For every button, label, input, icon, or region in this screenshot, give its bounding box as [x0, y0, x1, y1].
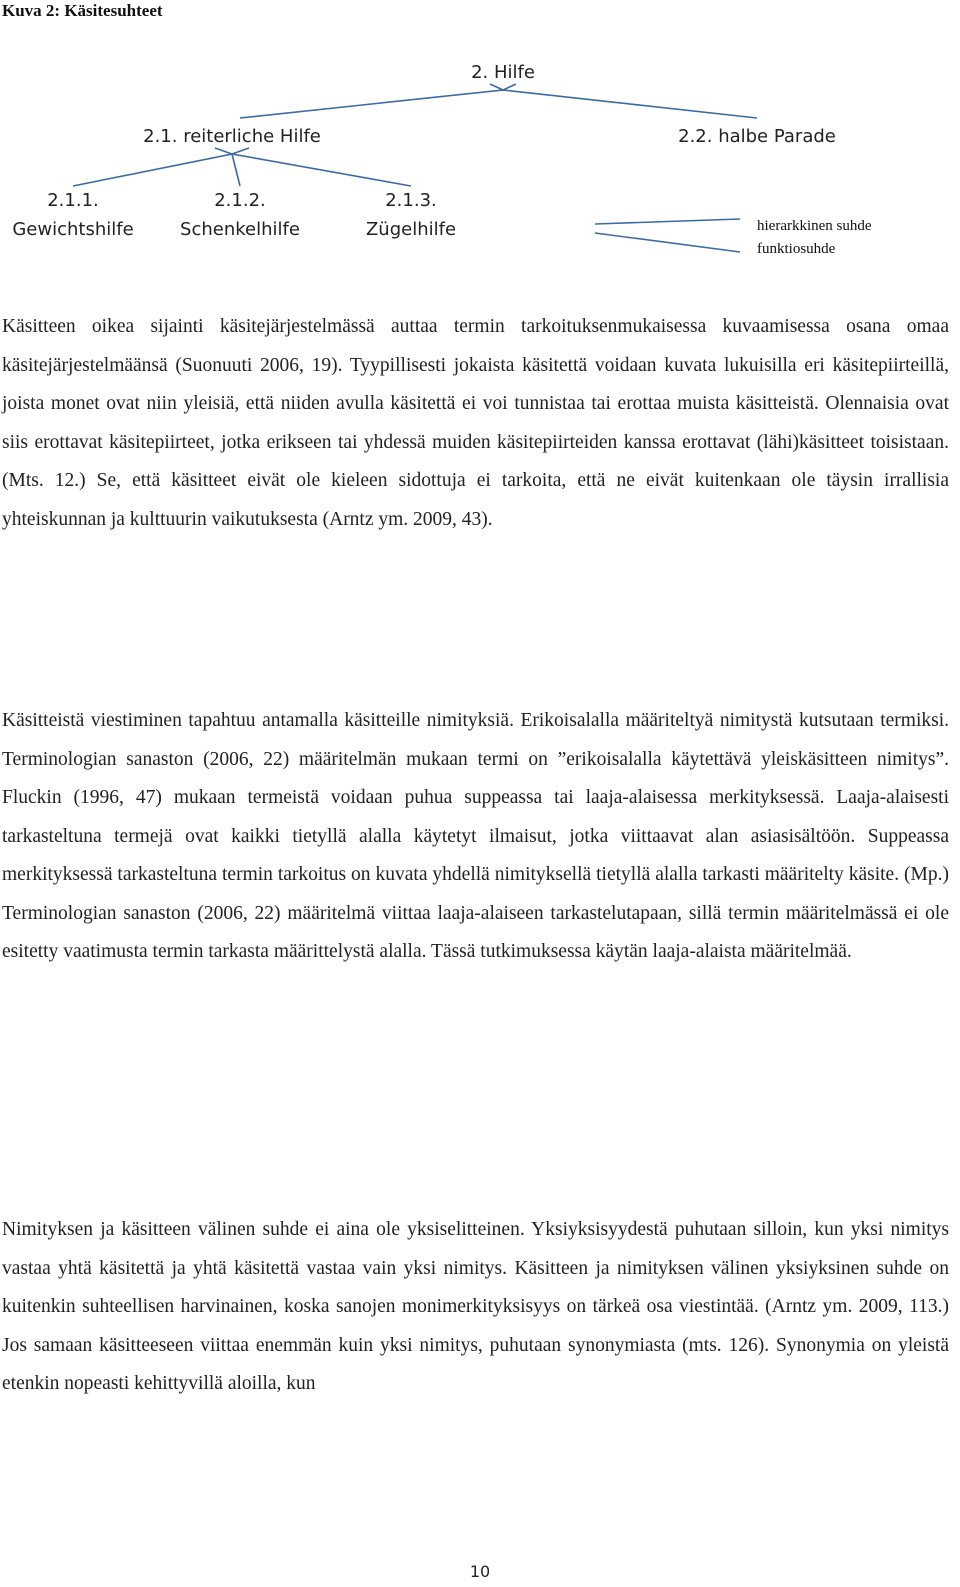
legend-functional-label: funktiosuhde: [757, 241, 836, 257]
legend-hierarchical-line: [595, 219, 740, 224]
branch-root-right: [503, 84, 757, 118]
page-number: 10: [469, 1562, 491, 1581]
node-number-2-1-1: 2.1.1.: [47, 190, 99, 211]
paragraph-3: Nimityksen ja käsitteen välinen suhde ei aina ole yksiselitteinen. Yksiyksisyydestä puhutaan silloin, kun yksi nimitys vastaa yhtä käsitettä ja yhtä käsitettä vastaa vain yksi nimitys. Käsitteen ja nimityksen välinen yksiyksinen suhde on kuitenkin suhteellisen harvinainen, koska sanojen monimerkityksisyys on tärkeä osa viestintää. (Arntz ym. 2009, 113.) Jos samaan käsitteeseen viittaa enemmän kuin yksi nimitys, puhutaan synonymiasta (mts. 126). Synonymia on yleistä etenkin nopeasti kehittyvillä aloilla, kun: [2, 1219, 949, 1394]
paragraph-1: Käsitteen oikea sijainti käsitejärjestelmässä auttaa termin tarkoituksenmukaisessa kuvaamisessa osana omaa käsitejärjestelmäänsä (Suonuuti 2006, 19). Tyypillisesti jokaista käsitettä voidaan kuvata lukuisilla eri käsitepiirteillä, joista monet ovat niin yleisiä, että niiden avulla käsitettä ei voi tunnistaa tai erottaa muista käsitteistä. Olennaisia ovat siis erottavat käsitepiirteet, jotka erikseen tai yhdessä muiden käsitepiirteiden kanssa erottavat (lähi)käsitteet toisistaan. (Mts. 12.) Se, että käsitteet eivät ole kieleen sidottuja ei tarkoita, että ne eivät kuitenkaan ole täysin irrallisia yhteiskunnan ja kulttuurin vaikutuksesta (Arntz ym. 2009, 43).: [2, 316, 949, 530]
branch-mid-2-1-2: [232, 154, 240, 186]
node-reiterliche-hilfe: 2.1. reiterliche Hilfe: [143, 126, 321, 147]
node-halbe-parade: 2.2. halbe Parade: [678, 126, 836, 147]
node-zugelhilfe: Zügelhilfe: [365, 219, 457, 240]
node-schenkelhilfe: Schenkelhilfe: [180, 219, 300, 240]
node-number-2-1-2: 2.1.2.: [214, 190, 266, 211]
figure-caption: Kuva 2: Käsitesuhteet: [2, 1, 163, 20]
legend-functional-line: [595, 233, 740, 252]
legend: [595, 218, 872, 257]
branch-root-left: [240, 84, 503, 118]
branch-left-2-1-1: [73, 148, 232, 186]
legend-hierarchical-label: hierarkkinen suhde: [757, 218, 872, 234]
branch-right-2-1-3: [232, 148, 411, 186]
root-node: 2. Hilfe: [471, 62, 535, 83]
concept-relations-diagram: [0, 40, 960, 280]
node-gewichtshilfe: Gewichtshilfe: [12, 219, 134, 240]
node-number-2-1-3: 2.1.3.: [385, 190, 437, 211]
paragraph-2: Käsitteistä viestiminen tapahtuu antamalla käsitteille nimityksiä. Erikoisalalla määriteltyä nimitystä kutsutaan termiksi. Terminologian sanaston (2006, 22) määritelmän mukaan termi on ”erikoisalalla käytettävä yleiskäsitteen nimitys”. Fluckin (1996, 47) mukaan termeistä voidaan puhua suppeassa tai laaja-alaisessa merkityksessä. Laaja-alaisesti tarkasteltuna termejä ovat kaikki tietyllä alalla käytetyt ilmaisut, jotka viittaavat alan asiasisältöön. Suppeassa merkityksessä tarkasteltuna termin tarkoitus on kuvata yhdellä nimityksellä tietyllä alalla tarkasti määritelty käsite. (Mp.) Terminologian sanaston (2006, 22) määritelmä viittaa laaja-alaiseen tarkastelutapaan, sillä termin määritelmässä ei ole esitetty vaatimusta termin tarkasta määrittelystä alalla. Tässä tutkimuksessa käytän laaja-alaista määritelmää.: [2, 710, 949, 962]
